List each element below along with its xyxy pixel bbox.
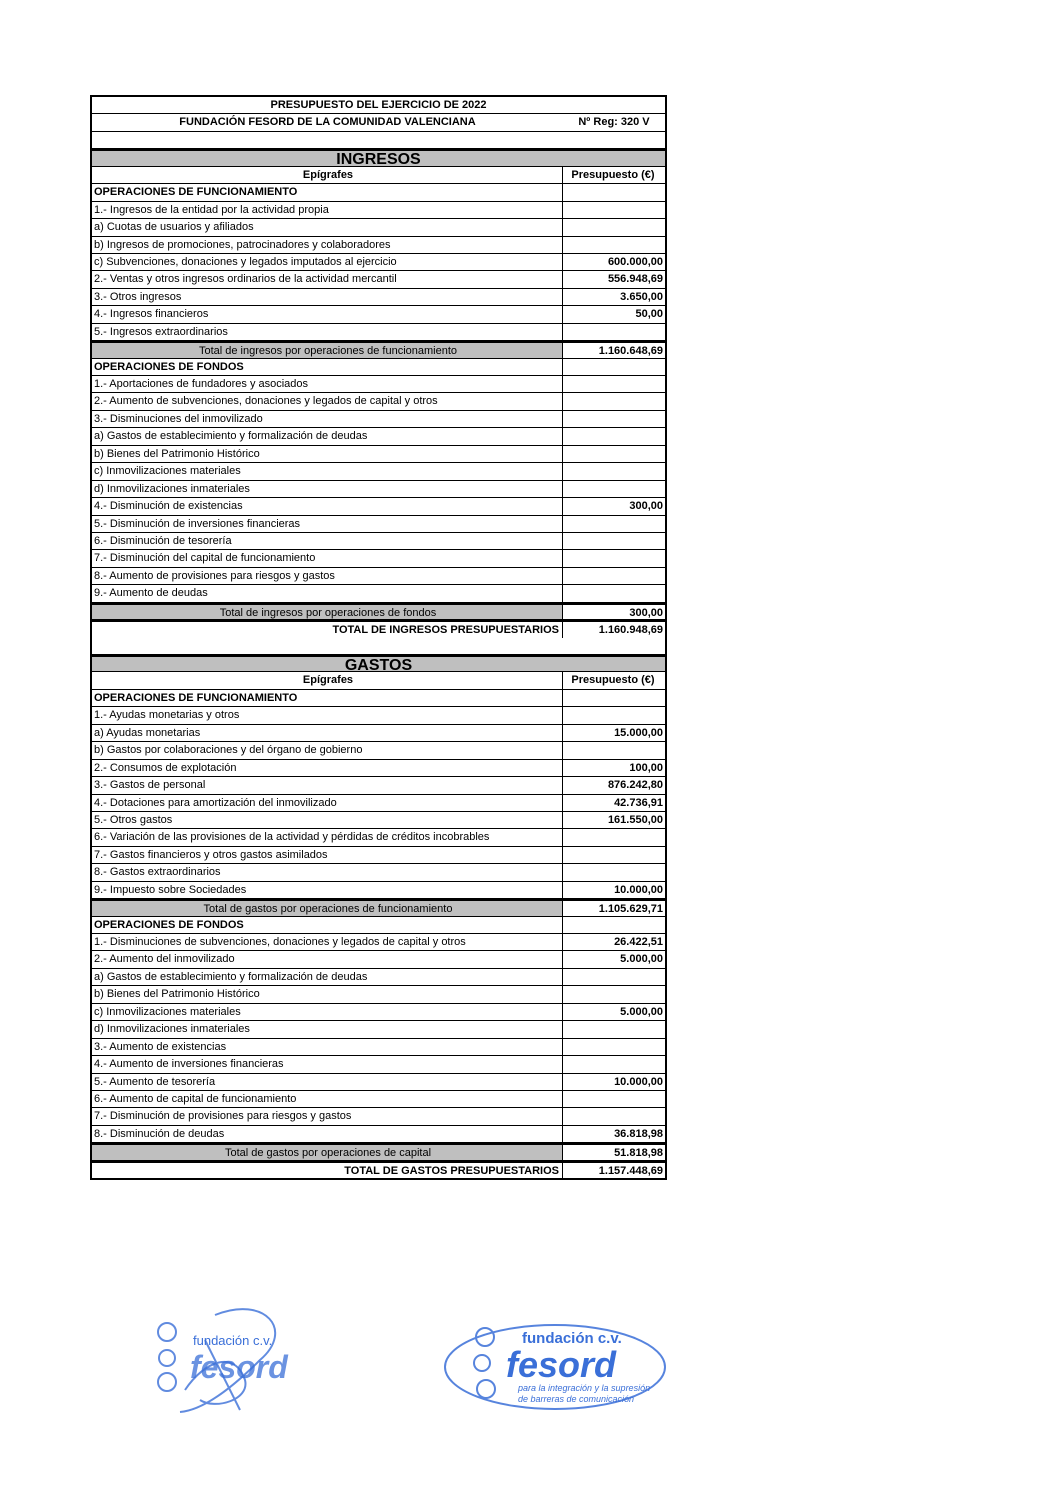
table-row: [92, 1004, 665, 1021]
row-value: [563, 986, 665, 1002]
budget-title: PRESUPUESTO DEL EJERCICIO DE 2022: [270, 99, 487, 111]
row-label: 4.- Aumento de inversiones financieras: [92, 1056, 563, 1072]
row-label: 9.- Impuesto sobre Sociedades: [92, 882, 563, 898]
table-row: [92, 1021, 665, 1038]
row-label: d) Inmovilizaciones inmateriales: [92, 481, 563, 497]
row-label: c) Inmovilizaciones materiales: [92, 463, 563, 479]
group-heading: OPERACIONES DE FUNCIONAMIENTO: [92, 690, 563, 706]
subtotal-label: Total de gastos por operaciones de funcionamiento: [92, 901, 563, 915]
gastos-fondos-total-row: [92, 1143, 665, 1160]
row-label: 6.- Variación de las provisiones de la actividad y pérdidas de créditos incobrables: [92, 829, 563, 845]
ingresos-fondos-total-row: [92, 603, 665, 620]
row-label: 5.- Ingresos extraordinarios: [92, 324, 563, 340]
row-label: 4.- Ingresos financieros: [92, 306, 563, 322]
row-value: [563, 481, 665, 497]
subtotal-value: 1.105.629,71: [563, 901, 665, 915]
row-value: [563, 1039, 665, 1055]
row-label: 1.- Aportaciones de fundadores y asociados: [92, 376, 563, 392]
row-value: [563, 847, 665, 863]
row-value: 100,00: [629, 761, 663, 774]
ingresos-func-total-row: [92, 341, 665, 358]
gastos-section: [92, 655, 665, 1178]
row-value: [563, 864, 665, 880]
gastos-func-total-row: [92, 899, 665, 916]
spacer-row: [92, 132, 665, 149]
row-label: 2.- Aumento del inmovilizado: [92, 951, 563, 967]
table-row: [92, 533, 665, 550]
table-row: [92, 882, 665, 899]
grand-total-label: TOTAL DE GASTOS PRESUPUESTARIOS: [92, 1163, 563, 1178]
table-row: [92, 376, 665, 393]
row-value: [563, 446, 665, 462]
row-value: [563, 829, 665, 845]
row-value: 50,00: [635, 308, 663, 321]
row-value: 36.818,98: [614, 1127, 663, 1140]
row-label: 5.- Aumento de tesorería: [92, 1074, 563, 1090]
gastos-fondos-heading: [92, 917, 665, 934]
table-row: [92, 1108, 665, 1125]
row-label: a) Ayudas monetarias: [92, 725, 563, 741]
row-value: [563, 324, 665, 340]
row-value: [563, 393, 665, 409]
subtotal-value: 1.160.648,69: [563, 343, 665, 357]
row-value: [563, 969, 665, 985]
row-value: 10.000,00: [614, 1075, 663, 1088]
row-value: 600.000,00: [607, 255, 663, 268]
row-label: 4.- Disminución de existencias: [92, 498, 563, 514]
grand-total-label: TOTAL DE INGRESOS PRESUPUESTARIOS: [92, 622, 563, 637]
row-value: 300,00: [629, 500, 663, 513]
ingresos-func-heading: [92, 184, 665, 201]
subtotal-label: Total de gastos por operaciones de capital: [92, 1145, 563, 1159]
table-row: [92, 254, 665, 271]
row-value: [563, 237, 665, 253]
row-label: 1.- Ayudas monetarias y otros: [92, 707, 563, 723]
column-presupuesto: Presupuesto (€): [571, 674, 655, 687]
empty-cell: [563, 184, 665, 200]
table-row: [92, 795, 665, 812]
ingresos-title-row: [92, 149, 665, 169]
row-label: 8.- Aumento de provisiones para riesgos y gastos: [92, 568, 563, 584]
row-label: a) Gastos de establecimiento y formalización de deudas: [92, 428, 563, 444]
row-value: [563, 1056, 665, 1072]
row-value: [563, 1091, 665, 1107]
table-row: [92, 446, 665, 463]
table-row: [92, 585, 665, 602]
gastos-section-title: GASTOS: [344, 657, 413, 674]
table-row: [92, 271, 665, 288]
subtotal-label: Total de ingresos por operaciones de funcionamiento: [92, 343, 563, 357]
row-value: [563, 585, 665, 601]
row-label: 7.- Disminución de provisiones para riesgos y gastos: [92, 1108, 563, 1124]
seal-right-line1: fundación c.v.: [522, 1330, 622, 1347]
row-label: b) Bienes del Patrimonio Histórico: [92, 446, 563, 462]
table-row: [92, 934, 665, 951]
row-label: 7.- Disminución del capital de funcionamiento: [92, 550, 563, 566]
ingresos-column-header: [92, 167, 665, 184]
table-row: [92, 829, 665, 846]
row-value: 5.000,00: [620, 953, 663, 966]
ingresos-section: [92, 149, 665, 637]
row-value: [563, 568, 665, 584]
subtotal-value: 51.818,98: [563, 1145, 665, 1159]
row-value: [563, 428, 665, 444]
row-value: [563, 533, 665, 549]
table-row: [92, 969, 665, 986]
table-row: [92, 951, 665, 968]
row-label: c) Inmovilizaciones materiales: [92, 1004, 563, 1020]
row-label: 3.- Gastos de personal: [92, 777, 563, 793]
row-label: 4.- Dotaciones para amortización del inmovilizado: [92, 795, 563, 811]
subtotal-label: Total de ingresos por operaciones de fondos: [92, 605, 563, 619]
ingresos-fondos-heading: [92, 359, 665, 376]
row-label: 1.- Ingresos de la entidad por la actividad propia: [92, 202, 563, 218]
gastos-column-header: [92, 672, 665, 689]
row-value: 556.948,69: [607, 273, 663, 286]
row-value: 5.000,00: [620, 1005, 663, 1018]
row-value: [563, 411, 665, 427]
empty-cell: [563, 359, 665, 375]
ingresos-section-title: INGRESOS: [336, 151, 421, 169]
table-row: [92, 707, 665, 724]
row-label: 2.- Ventas y otros ingresos ordinarios de la actividad mercantil: [92, 271, 563, 287]
seal-left-line1: fundación c.v.: [193, 1333, 273, 1348]
seal-right-line3: para la integración y la supresión: [518, 1383, 651, 1393]
ingresos-grand-total-row: [92, 620, 665, 637]
row-value: 3.650,00: [620, 290, 663, 303]
gastos-func-heading: [92, 690, 665, 707]
row-value: 161.550,00: [607, 813, 663, 826]
row-value: [563, 219, 665, 235]
table-row: [92, 847, 665, 864]
column-presupuesto: Presupuesto (€): [571, 168, 655, 181]
table-row: [92, 463, 665, 480]
row-label: 2.- Consumos de explotación: [92, 760, 563, 776]
table-row: [92, 568, 665, 585]
table-row: [92, 516, 665, 533]
empty-cell: [563, 690, 665, 706]
table-row: [92, 1126, 665, 1143]
row-label: 9.- Aumento de deudas: [92, 585, 563, 601]
table-row: [92, 481, 665, 498]
row-label: b) Bienes del Patrimonio Histórico: [92, 986, 563, 1002]
row-label: a) Gastos de establecimiento y formalización de deudas: [92, 969, 563, 985]
row-label: 3.- Otros ingresos: [92, 289, 563, 305]
row-value: [563, 202, 665, 218]
row-value: [563, 742, 665, 758]
gastos-grand-total-row: [92, 1161, 665, 1178]
seal-right-line2: fesord: [506, 1344, 617, 1385]
row-value: [563, 550, 665, 566]
table-row: [92, 760, 665, 777]
table-row: [92, 725, 665, 742]
row-label: 5.- Disminución de inversiones financieras: [92, 516, 563, 532]
table-row: [92, 324, 665, 341]
table-row: [92, 219, 665, 236]
row-label: b) Ingresos de promociones, patrocinadores y colaboradores: [92, 237, 563, 253]
subtotal-value: 300,00: [563, 605, 665, 619]
row-value: 15.000,00: [614, 726, 663, 739]
entity-name: FUNDACIÓN FESORD DE LA COMUNIDAD VALENCIANA: [179, 116, 476, 129]
row-label: 3.- Aumento de existencias: [92, 1039, 563, 1055]
row-label: 3.- Disminuciones del inmovilizado: [92, 411, 563, 427]
column-epigrafes: Epígrafes: [92, 672, 563, 688]
row-value: [563, 707, 665, 723]
table-row: [92, 812, 665, 829]
table-row: [92, 237, 665, 254]
row-label: 6.- Aumento de capital de funcionamiento: [92, 1091, 563, 1107]
seal-right-line4: de barreras de comunicación: [518, 1394, 635, 1404]
table-row: [92, 777, 665, 794]
row-label: 8.- Gastos extraordinarios: [92, 864, 563, 880]
row-value: 10.000,00: [614, 883, 663, 896]
row-value: [563, 1108, 665, 1124]
row-label: 5.- Otros gastos: [92, 812, 563, 828]
table-row: [92, 986, 665, 1003]
row-value: 26.422,51: [614, 936, 663, 948]
column-epigrafes: Epígrafes: [92, 167, 563, 183]
gastos-title-row: [92, 655, 665, 672]
row-label: 7.- Gastos financieros y otros gastos asimilados: [92, 847, 563, 863]
table-row: [92, 393, 665, 410]
table-row: [92, 550, 665, 567]
row-label: 6.- Disminución de tesorería: [92, 533, 563, 549]
row-label: 1.- Disminuciones de subvenciones, donaciones y legados de capital y otros: [92, 934, 563, 950]
table-row: [92, 1074, 665, 1091]
row-label: b) Gastos por colaboraciones y del órgano de gobierno: [92, 742, 563, 758]
grand-total-value: 1.157.448,69: [598, 1164, 663, 1177]
table-row: [92, 202, 665, 219]
budget-table: [90, 95, 667, 1180]
group-heading: OPERACIONES DE FONDOS: [92, 917, 563, 933]
title-row: [92, 97, 665, 114]
grand-total-value: 1.160.948,69: [598, 624, 663, 637]
entity-row: [92, 114, 665, 131]
table-row: [92, 411, 665, 428]
spacer-row: [92, 638, 665, 655]
row-value: [563, 463, 665, 479]
table-row: [92, 1039, 665, 1056]
row-value: 42.736,91: [614, 796, 663, 809]
table-row: [92, 742, 665, 759]
table-row: [92, 428, 665, 445]
group-heading: OPERACIONES DE FONDOS: [92, 359, 563, 375]
table-row: [92, 1091, 665, 1108]
empty-cell: [563, 917, 665, 933]
row-label: 8.- Disminución de deudas: [92, 1126, 563, 1142]
table-row: [92, 289, 665, 306]
table-row: [92, 498, 665, 515]
row-label: 2.- Aumento de subvenciones, donaciones y legados de capital y otros: [92, 393, 563, 409]
row-label: c) Subvenciones, donaciones y legados imputados al ejercicio: [92, 254, 563, 270]
row-value: 876.242,80: [607, 779, 663, 792]
group-heading: OPERACIONES DE FUNCIONAMIENTO: [92, 184, 563, 200]
row-value: [563, 516, 665, 532]
fesord-seal-left: [145, 1300, 305, 1420]
row-value: [563, 376, 665, 392]
fesord-seal-right: [440, 1315, 670, 1420]
row-label: a) Cuotas de usuarios y afiliados: [92, 219, 563, 235]
table-row: [92, 306, 665, 323]
table-row: [92, 864, 665, 881]
row-label: d) Inmovilizaciones inmateriales: [92, 1021, 563, 1037]
row-value: [563, 1021, 665, 1037]
seal-left-line2: fesord: [190, 1349, 288, 1385]
registry-number: Nº Reg: 320 V: [578, 116, 650, 129]
table-row: [92, 1056, 665, 1073]
